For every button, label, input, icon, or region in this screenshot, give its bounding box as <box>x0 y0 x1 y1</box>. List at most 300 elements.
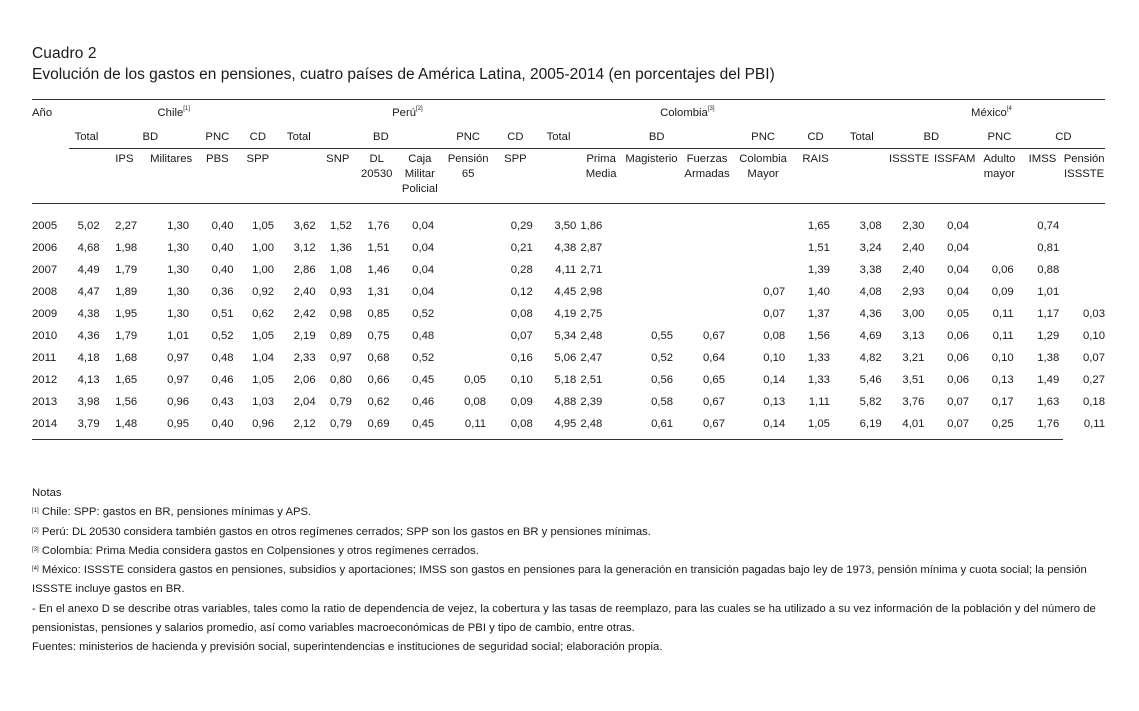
value-cell: 0,79 <box>329 418 352 430</box>
value-cell: 1,76 <box>367 220 390 232</box>
value-cell: 4,36 <box>77 330 100 342</box>
value-cell: 1,30 <box>167 286 190 298</box>
value-cell: 0,64 <box>702 352 725 364</box>
header-row-subcolumns <box>32 149 1105 198</box>
table-row <box>32 413 1105 435</box>
year-cell: 2005 <box>32 220 58 232</box>
value-cell: 4,88 <box>554 396 577 408</box>
value-cell: 0,97 <box>167 352 190 364</box>
value-cell: 0,04 <box>412 286 435 298</box>
value-cell: 2,47 <box>580 352 603 364</box>
value-cell: 0,66 <box>367 374 390 386</box>
value-cell: 0,07 <box>763 308 786 320</box>
value-cell: 0,07 <box>763 286 786 298</box>
value-cell: 4,11 <box>555 264 577 276</box>
value-cell: 0,62 <box>252 308 275 320</box>
year-cell: 2006 <box>32 242 58 254</box>
value-cell: 0,17 <box>991 396 1014 408</box>
column-header: SNP <box>326 153 350 165</box>
value-cell: 0,14 <box>763 418 786 430</box>
value-cell: 0,97 <box>329 352 352 364</box>
value-cell: 0,65 <box>702 374 725 386</box>
bd-header: BD <box>320 127 443 149</box>
value-cell: 0,13 <box>991 374 1014 386</box>
value-cell <box>442 281 494 303</box>
value-cell: 0,88 <box>1037 264 1060 276</box>
value-cell: 5,34 <box>554 330 577 342</box>
value-cell: 2,87 <box>580 242 603 254</box>
value-cell: 1,05 <box>252 330 275 342</box>
value-cell: 0,62 <box>367 396 390 408</box>
pension-spending-table <box>32 99 1105 440</box>
value-cell: 1,04 <box>252 352 275 364</box>
table-caption <box>32 44 775 85</box>
value-cell: 3,98 <box>77 396 100 408</box>
value-cell: 0,04 <box>947 286 970 298</box>
value-cell: 6,19 <box>859 418 882 430</box>
value-cell: 0,48 <box>211 352 234 364</box>
value-cell: 0,43 <box>211 396 234 408</box>
table-row <box>32 391 1105 413</box>
value-cell: 1,39 <box>807 264 830 276</box>
value-cell: 2,48 <box>580 418 603 430</box>
value-cell: 4,82 <box>859 352 882 364</box>
value-cell: 1,33 <box>807 352 830 364</box>
value-cell: 1,05 <box>807 418 830 430</box>
value-cell: 2,19 <box>293 330 316 342</box>
year-cell: 2011 <box>32 352 57 364</box>
table-row <box>32 369 1105 391</box>
value-cell: 1,08 <box>329 264 352 276</box>
country-header-mexico <box>838 100 1105 127</box>
value-cell: 2,98 <box>580 286 603 298</box>
table-row <box>32 237 1105 259</box>
value-cell: 4,38 <box>77 308 100 320</box>
value-cell <box>977 215 1022 237</box>
notes-section <box>32 484 1107 658</box>
notes-heading: Notas <box>32 487 62 499</box>
value-cell: 0,08 <box>510 418 533 430</box>
pnc-header: PNC <box>733 127 793 149</box>
annex-note: - En el anexo D se describe otras variables, tales como la ratio de dependencia de vejez, la cobertura y las tasas de reemplazo, para las cuales se ha utilizado a su vez información de la población y del número de pensionistas, pensiones y salarios promedio, así como variables macroeconómicas de PBI y tipo de cambio, entre otras. <box>32 602 1096 635</box>
value-cell: 1,79 <box>115 330 138 342</box>
footnote-1: [1] Chile: SPP: gastos en BR, pensiones mínimas y APS. <box>32 506 312 519</box>
value-cell: 0,08 <box>510 308 533 320</box>
value-cell: 0,85 <box>367 308 390 320</box>
value-cell: 0,07 <box>1083 352 1105 364</box>
value-cell: 1,29 <box>1037 330 1060 342</box>
value-cell: 2,04 <box>293 396 316 408</box>
value-cell: 0,55 <box>651 330 674 342</box>
value-cell: 0,05 <box>464 374 487 386</box>
value-cell: 0,11 <box>992 330 1014 342</box>
table-row <box>32 347 1105 369</box>
value-cell: 0,07 <box>510 330 533 342</box>
column-header: IPS <box>115 153 134 165</box>
value-cell: 3,50 <box>554 220 577 232</box>
value-cell: 0,46 <box>412 396 435 408</box>
value-cell <box>442 259 494 281</box>
column-header: Adulto mayor <box>983 153 1016 180</box>
value-cell: 5,18 <box>554 374 577 386</box>
value-cell: 4,19 <box>554 308 577 320</box>
value-cell: 0,81 <box>1037 242 1060 254</box>
value-cell: 0,52 <box>412 308 435 320</box>
value-cell: 1,89 <box>115 286 138 298</box>
value-cell: 0,04 <box>412 242 435 254</box>
value-cell: 3,62 <box>293 220 316 232</box>
value-cell: 1,30 <box>167 242 190 254</box>
value-cell: 1,33 <box>807 374 830 386</box>
total-header: Total <box>69 127 103 149</box>
value-cell: 0,04 <box>412 220 435 232</box>
pnc-header: PNC <box>977 127 1022 149</box>
value-cell: 1,46 <box>367 264 390 276</box>
country-header-chile <box>69 100 278 127</box>
value-cell: 3,21 <box>902 352 925 364</box>
value-cell: 4,18 <box>77 352 100 364</box>
footnote-mark: [3] <box>707 106 715 113</box>
value-cell: 4,45 <box>554 286 577 298</box>
value-cell: 0,25 <box>991 418 1014 430</box>
value-cell: 0,46 <box>211 374 234 386</box>
value-cell: 4,36 <box>859 308 882 320</box>
bd-header: BD <box>104 127 197 149</box>
value-cell: 0,75 <box>367 330 390 342</box>
value-cell: 2,71 <box>580 264 603 276</box>
value-cell: 0,07 <box>947 418 970 430</box>
value-cell: 3,76 <box>902 396 925 408</box>
column-header: RAIS <box>802 153 829 165</box>
value-cell <box>977 237 1022 259</box>
table-row <box>32 281 1105 303</box>
value-cell: 1,01 <box>167 330 190 342</box>
value-cell: 0,40 <box>211 264 234 276</box>
value-cell: 1,30 <box>167 264 190 276</box>
column-header: Pensión 65 <box>447 153 489 180</box>
value-cell: 1,00 <box>252 264 275 276</box>
value-cell: 4,13 <box>77 374 100 386</box>
country-name: Colombia <box>660 107 708 120</box>
value-cell: 0,40 <box>211 418 234 430</box>
value-cell: 0,06 <box>947 330 970 342</box>
table-row <box>32 303 1105 325</box>
country-header-peru <box>278 100 537 127</box>
value-cell: 0,51 <box>211 308 234 320</box>
value-cell: 0,10 <box>991 352 1014 364</box>
year-cell: 2013 <box>32 396 58 408</box>
value-cell <box>622 237 681 259</box>
value-cell: 0,48 <box>412 330 435 342</box>
value-cell: 0,56 <box>651 374 674 386</box>
header-row-groups <box>32 127 1105 149</box>
column-header: Prima Media <box>585 153 617 180</box>
value-cell: 1,98 <box>115 242 138 254</box>
value-cell: 1,65 <box>115 374 138 386</box>
value-cell: 0,04 <box>947 220 970 232</box>
column-header: SPP <box>504 153 527 165</box>
country-name: Perú <box>392 107 417 120</box>
value-cell: 0,21 <box>510 242 533 254</box>
value-cell <box>442 325 494 347</box>
table-row <box>32 259 1105 281</box>
value-cell: 1,49 <box>1037 374 1060 386</box>
value-cell <box>733 259 793 281</box>
value-cell: 2,51 <box>580 374 603 386</box>
year-cell: 2008 <box>32 286 58 298</box>
value-cell: 3,08 <box>859 220 882 232</box>
value-cell: 4,49 <box>77 264 100 276</box>
column-header: Caja Militar Policial <box>401 153 438 195</box>
value-cell: 0,08 <box>464 396 487 408</box>
value-cell: 2,06 <box>293 374 316 386</box>
value-cell <box>622 259 681 281</box>
bd-header: BD <box>580 127 733 149</box>
value-cell: 2,40 <box>902 242 925 254</box>
pnc-header: PNC <box>442 127 494 149</box>
footnote-mark: [2] <box>416 106 423 113</box>
value-cell: 2,30 <box>902 220 925 232</box>
pnc-header: PNC <box>197 127 238 149</box>
footnote-3: [3] Colombia: Prima Media considera gastos en Colpensiones y otros regímenes cerrados. <box>32 544 479 557</box>
value-cell <box>1063 215 1105 237</box>
value-cell: 0,08 <box>763 330 786 342</box>
header-row-countries <box>32 100 1105 127</box>
value-cell: 4,38 <box>554 242 577 254</box>
value-cell: 0,28 <box>510 264 533 276</box>
footnote-mark: [4 <box>1006 106 1012 113</box>
table-row <box>32 215 1105 237</box>
value-cell <box>622 215 681 237</box>
footnote-mark: [1] <box>183 106 190 113</box>
column-header: ISSFAM <box>934 153 976 165</box>
column-header: DL 20530 <box>361 153 393 180</box>
value-cell: 1,38 <box>1037 352 1060 364</box>
value-cell: 1,37 <box>807 308 830 320</box>
value-cell: 0,14 <box>763 374 786 386</box>
column-header: IMSS <box>1028 153 1057 165</box>
value-cell: 0,29 <box>510 220 533 232</box>
year-cell: 2007 <box>32 264 58 276</box>
value-cell: 0,10 <box>510 374 533 386</box>
value-cell: 1,52 <box>329 220 352 232</box>
value-cell: 1,56 <box>807 330 830 342</box>
value-cell <box>733 237 793 259</box>
value-cell <box>622 303 681 325</box>
value-cell: 1,65 <box>807 220 830 232</box>
value-cell: 3,79 <box>77 418 100 430</box>
cd-header: CD <box>1022 127 1105 149</box>
value-cell: 0,06 <box>947 352 970 364</box>
value-cell: 5,46 <box>859 374 882 386</box>
value-cell: 0,58 <box>651 396 674 408</box>
value-cell: 0,11 <box>464 418 487 430</box>
value-cell: 3,12 <box>293 242 316 254</box>
year-cell: 2009 <box>32 308 58 320</box>
value-cell: 0,04 <box>947 264 970 276</box>
value-cell: 1,56 <box>115 396 138 408</box>
value-cell: 2,39 <box>580 396 603 408</box>
value-cell: 1,86 <box>580 220 603 232</box>
total-header: Total <box>838 127 886 149</box>
value-cell: 3,00 <box>902 308 925 320</box>
value-cell <box>681 303 733 325</box>
value-cell: 0,05 <box>947 308 970 320</box>
column-header: Colombia Mayor <box>739 153 787 180</box>
value-cell: 1,79 <box>115 264 138 276</box>
column-header: Pensión ISSSTE <box>1063 153 1105 180</box>
value-cell: 0,06 <box>947 374 970 386</box>
value-cell: 0,67 <box>702 418 725 430</box>
value-cell <box>1063 281 1105 303</box>
value-cell: 0,45 <box>412 374 435 386</box>
value-cell: 3,38 <box>859 264 882 276</box>
column-header: PBS <box>206 153 229 165</box>
country-name: México <box>971 107 1007 120</box>
value-cell: 2,27 <box>115 220 138 232</box>
value-cell: 4,69 <box>859 330 882 342</box>
cd-header: CD <box>793 127 838 149</box>
value-cell <box>681 259 733 281</box>
value-cell <box>622 281 681 303</box>
value-cell: 1,68 <box>115 352 138 364</box>
total-header: Total <box>278 127 320 149</box>
year-cell: 2010 <box>32 330 58 342</box>
footnote-4: [4] México: ISSSTE considera gastos en pensiones, subsidios y aportaciones; IMSS son gastos en pensiones para la generación en transición pagadas bajo ley de 1973, pensión mínima y cuota social; la pensión ISSSTE incluye gastos en BR. <box>32 564 1087 596</box>
value-cell: 1,51 <box>367 242 390 254</box>
value-cell: 0,67 <box>702 396 725 408</box>
sources-note: Fuentes: ministerios de hacienda y previsión social, superintendencias e instituciones de seguridad social; elaboración propia. <box>32 641 663 654</box>
country-name: Chile <box>157 107 184 120</box>
value-cell: 0,11 <box>992 308 1014 320</box>
value-cell: 0,98 <box>329 308 352 320</box>
value-cell: 1,95 <box>115 308 138 320</box>
value-cell: 5,02 <box>77 220 100 232</box>
value-cell: 0,52 <box>211 330 234 342</box>
value-cell: 1,51 <box>807 242 830 254</box>
value-cell: 0,69 <box>367 418 390 430</box>
bd-header: BD <box>886 127 977 149</box>
country-header-colombia <box>537 100 838 127</box>
value-cell: 1,11 <box>808 396 830 408</box>
column-header: SPP <box>246 153 270 165</box>
value-cell: 0,06 <box>991 264 1014 276</box>
cd-header: CD <box>238 127 279 149</box>
value-cell: 1,36 <box>329 242 352 254</box>
value-cell: 0,03 <box>1083 308 1105 320</box>
value-cell: 0,36 <box>211 286 234 298</box>
value-cell: 1,03 <box>252 396 275 408</box>
value-cell <box>442 347 494 369</box>
value-cell: 0,89 <box>329 330 352 342</box>
value-cell: 1,30 <box>167 220 190 232</box>
value-cell: 0,04 <box>412 264 435 276</box>
value-cell: 0,10 <box>763 352 786 364</box>
value-cell: 0,11 <box>1083 418 1105 430</box>
value-cell: 2,40 <box>902 264 925 276</box>
year-cell: 2012 <box>32 374 58 386</box>
value-cell: 2,40 <box>293 286 316 298</box>
value-cell: 0,52 <box>651 352 674 364</box>
value-cell: 2,33 <box>293 352 316 364</box>
value-cell: 1,40 <box>807 286 830 298</box>
value-cell: 0,96 <box>252 418 275 430</box>
value-cell: 4,95 <box>554 418 577 430</box>
year-header: Año <box>32 100 69 127</box>
value-cell: 0,10 <box>1083 330 1105 342</box>
value-cell: 0,45 <box>412 418 435 430</box>
value-cell <box>681 215 733 237</box>
value-cell: 0,68 <box>367 352 390 364</box>
value-cell: 0,74 <box>1037 220 1060 232</box>
value-cell: 1,63 <box>1037 396 1060 408</box>
table-number: Cuadro 2 <box>32 45 97 62</box>
value-cell <box>442 215 494 237</box>
table-title: Evolución de los gastos en pensiones, cuatro países de América Latina, 2005-2014 (en porcentajes del PBI) <box>32 66 775 83</box>
value-cell: 1,05 <box>252 374 275 386</box>
value-cell: 2,93 <box>902 286 925 298</box>
value-cell: 0,95 <box>167 418 190 430</box>
value-cell: 1,17 <box>1037 308 1060 320</box>
value-cell: 0,12 <box>510 286 533 298</box>
footnote-2: [2] Perú: DL 20530 considera también gastos en otros regímenes cerrados; SPP son los gastos en BR y pensiones mínimas. <box>32 525 651 538</box>
value-cell: 3,51 <box>902 374 925 386</box>
value-cell: 0,67 <box>702 330 725 342</box>
value-cell: 2,12 <box>293 418 316 430</box>
value-cell: 5,06 <box>554 352 577 364</box>
value-cell: 1,00 <box>252 242 275 254</box>
value-cell: 0,18 <box>1083 396 1105 408</box>
value-cell: 1,01 <box>1037 286 1060 298</box>
value-cell: 3,24 <box>859 242 882 254</box>
value-cell: 0,16 <box>510 352 533 364</box>
table-body <box>32 203 1105 439</box>
value-cell: 0,40 <box>211 220 234 232</box>
value-cell: 2,42 <box>293 308 316 320</box>
value-cell: 0,61 <box>651 418 674 430</box>
value-cell: 1,48 <box>115 418 138 430</box>
column-header: Magisterio <box>625 153 678 165</box>
value-cell: 0,27 <box>1083 374 1105 386</box>
value-cell: 4,01 <box>902 418 925 430</box>
value-cell: 4,47 <box>77 286 100 298</box>
value-cell: 0,07 <box>947 396 970 408</box>
value-cell: 0,09 <box>991 286 1014 298</box>
value-cell: 5,82 <box>859 396 882 408</box>
value-cell: 0,52 <box>412 352 435 364</box>
value-cell: 0,09 <box>510 396 533 408</box>
cd-header: CD <box>494 127 537 149</box>
value-cell: 0,40 <box>211 242 234 254</box>
value-cell: 1,31 <box>367 286 390 298</box>
column-header: ISSSTE <box>888 153 930 165</box>
value-cell <box>1063 259 1105 281</box>
value-cell: 0,93 <box>329 286 352 298</box>
value-cell: 1,05 <box>252 220 275 232</box>
value-cell: 4,08 <box>859 286 882 298</box>
year-cell: 2014 <box>32 418 58 430</box>
value-cell: 0,97 <box>167 374 190 386</box>
table-row <box>32 325 1105 347</box>
value-cell: 1,30 <box>167 308 190 320</box>
value-cell: 1,76 <box>1037 418 1060 430</box>
value-cell: 0,04 <box>947 242 970 254</box>
value-cell: 0,96 <box>167 396 190 408</box>
value-cell: 0,79 <box>329 396 352 408</box>
total-header: Total <box>537 127 581 149</box>
value-cell <box>1063 237 1105 259</box>
value-cell <box>442 237 494 259</box>
